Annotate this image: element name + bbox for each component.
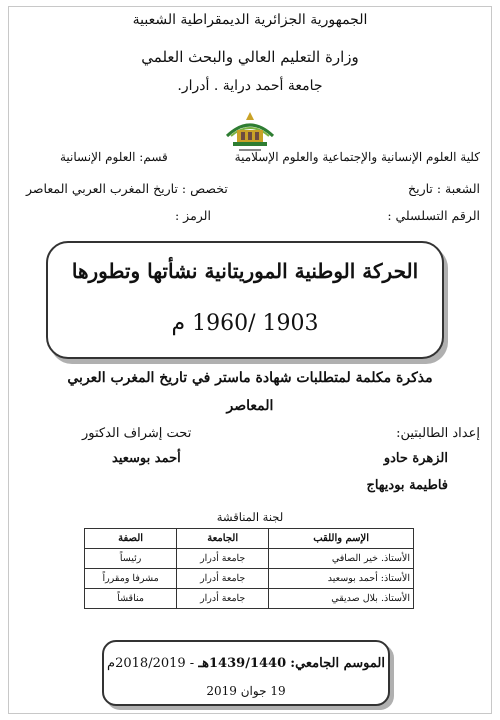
serial-number-label: الرقم التسلسلي :: [387, 208, 480, 223]
table-header-row: [85, 529, 414, 549]
season-separator: -: [185, 656, 195, 671]
member-university: جامعة أدرار: [177, 569, 269, 589]
supervisor-name: أحمد بوسعيد: [112, 451, 181, 466]
student-name-2: فاطيمة بوديهاج: [366, 478, 448, 493]
thesis-years: 1903 /1960 م: [171, 311, 319, 336]
header-name: الإسم واللقب: [269, 529, 414, 549]
memo-line-2: المعاصر: [226, 398, 274, 414]
prepared-by-label: إعداد الطالبتين:: [396, 426, 480, 441]
thesis-title: الحركة الوطنية الموريتانية نشأتها وتطورها: [71, 259, 419, 283]
supervisor-label: تحت إشراف الدكتور: [82, 426, 192, 441]
member-name: الأستاذ: أحمد بوسعيد: [269, 569, 414, 589]
member-role: مشرفا ومقرراً: [85, 569, 177, 589]
table-row: [85, 549, 414, 569]
student-name-1: الزهرة حادو: [383, 451, 448, 466]
defense-date: 19 جوان 2019: [206, 684, 286, 698]
table-row: [85, 589, 414, 609]
committee-table: [84, 528, 414, 609]
university-title: جامعة أحمد دراية . أدرار.: [177, 78, 323, 94]
season-label: الموسم الجامعي:: [290, 656, 385, 671]
member-role: رئيساً: [85, 549, 177, 569]
table-row: [85, 569, 414, 589]
season-gregorian: 2018/2019م: [107, 656, 186, 671]
code-label: الرمز :: [175, 208, 211, 223]
department-label: قسم: العلوم الإنسانية: [60, 150, 168, 164]
header-role: الصفة: [85, 529, 177, 549]
member-university: جامعة أدرار: [177, 589, 269, 609]
memo-line-1: مذكرة مكلمة لمتطلبات شهادة ماستر في تاريخ المغرب العربي: [67, 370, 433, 386]
faculty-name: كلية العلوم الإنسانية والإجتماعية والعلوم الإسلامية: [234, 150, 480, 164]
member-name: الأستاذ. بلال صديقي: [269, 589, 414, 609]
committee-label: لجنة المناقشة: [216, 510, 284, 524]
academic-season-line: [104, 656, 388, 671]
republic-title: الجمهورية الجزائرية الديمقراطية الشعبية: [132, 12, 368, 28]
member-role: مناقشاً: [85, 589, 177, 609]
specialty-label: تخصص : تاريخ المغرب العربي المعاصر: [26, 181, 228, 196]
academic-season-box: [102, 640, 390, 706]
season-hijri: 1439/1440هـ: [198, 656, 287, 671]
ministry-title: وزارة التعليم العالي والبحث العلمي: [141, 48, 359, 66]
thesis-title-box: [46, 241, 444, 359]
member-name: الأستاذ. خير الصافي: [269, 549, 414, 569]
header-university: الجامعة: [177, 529, 269, 549]
branch-label: الشعبة : تاريخ: [408, 181, 480, 196]
member-university: جامعة أدرار: [177, 549, 269, 569]
